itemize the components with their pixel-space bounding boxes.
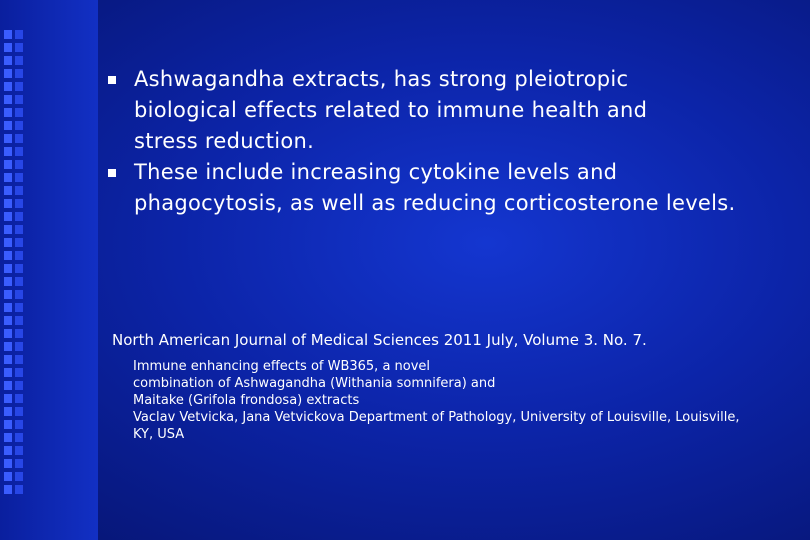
decorative-square: [4, 316, 12, 325]
decorative-square: [4, 121, 12, 130]
reference-line: combination of Ashwagandha (Withania somnifera) and: [133, 376, 496, 391]
decorative-square: [4, 420, 12, 429]
square-row: [4, 69, 24, 78]
square-row: [4, 472, 24, 481]
bullet-square-icon: [108, 76, 116, 84]
decorative-square: [4, 212, 12, 221]
bullet-list: [108, 64, 808, 219]
decorative-square: [4, 199, 12, 208]
reference-line: KY, USA: [133, 427, 185, 442]
square-row: [4, 459, 24, 468]
bullet-line: Ashwagandha extracts, has strong pleiotropic: [134, 67, 629, 91]
bullet-square-icon: [108, 169, 116, 177]
decorative-square: [15, 459, 23, 468]
bullet-item: [108, 157, 808, 219]
decorative-square: [15, 446, 23, 455]
reference-line: Vaclav Vetvicka, Jana Vetvickova Department of Pathology, University of Louisville, Louisville,: [133, 410, 740, 425]
decorative-square: [4, 238, 12, 247]
decorative-square: [15, 264, 23, 273]
decorative-square: [4, 69, 12, 78]
decorative-square: [4, 459, 12, 468]
decorative-square: [15, 303, 23, 312]
decorative-square: [4, 225, 12, 234]
decorative-square: [4, 147, 12, 156]
decorative-square: [4, 394, 12, 403]
decorative-square: [15, 186, 23, 195]
bullet-line: phagocytosis, as well as reducing corticosterone levels.: [134, 191, 736, 215]
decorative-square: [4, 407, 12, 416]
decorative-square: [15, 121, 23, 130]
decorative-square: [15, 95, 23, 104]
square-row: [4, 381, 24, 390]
square-row: [4, 485, 24, 494]
decorative-square: [15, 277, 23, 286]
decorative-square: [4, 186, 12, 195]
square-row: [4, 108, 24, 117]
square-row: [4, 446, 24, 455]
square-row: [4, 303, 24, 312]
decorative-square: [15, 108, 23, 117]
reference-line: Maitake (Grifola frondosa) extracts: [133, 393, 360, 408]
square-row: [4, 316, 24, 325]
decorative-square: [15, 407, 23, 416]
decorative-square: [4, 108, 12, 117]
decorative-square: [15, 30, 23, 39]
square-row: [4, 264, 24, 273]
decorative-square: [4, 264, 12, 273]
square-row: [4, 238, 24, 247]
square-row: [4, 342, 24, 351]
square-row: [4, 82, 24, 91]
bullet-line: stress reduction.: [134, 129, 315, 153]
decorative-square: [4, 303, 12, 312]
decorative-square: [4, 472, 12, 481]
square-row: [4, 199, 24, 208]
decorative-square: [15, 433, 23, 442]
decorative-square: [4, 251, 12, 260]
decorative-square: [15, 160, 23, 169]
decorative-square: [15, 82, 23, 91]
decorative-square: [15, 43, 23, 52]
decorative-square: [4, 56, 12, 65]
square-row: [4, 186, 24, 195]
square-row: [4, 394, 24, 403]
square-row: [4, 121, 24, 130]
square-row: [4, 95, 24, 104]
decorative-square: [15, 420, 23, 429]
decorative-square: [15, 355, 23, 364]
square-row: [4, 212, 24, 221]
decorative-square: [4, 290, 12, 299]
decorative-square: [4, 82, 12, 91]
square-row: [4, 433, 24, 442]
decorative-square: [15, 199, 23, 208]
decorative-square: [15, 381, 23, 390]
decorative-square: [15, 290, 23, 299]
decorative-square: [4, 43, 12, 52]
decorative-square: [4, 368, 12, 377]
decorative-square: [15, 472, 23, 481]
decorative-square: [4, 446, 12, 455]
bullet-line: These include increasing cytokine levels and: [134, 160, 618, 184]
decorative-square: [15, 212, 23, 221]
decorative-square: [4, 329, 12, 338]
decorative-square: [4, 355, 12, 364]
decorative-square: [15, 342, 23, 351]
decorative-square: [15, 238, 23, 247]
decorative-square-grid: [4, 30, 24, 498]
decorative-square: [15, 329, 23, 338]
square-row: [4, 173, 24, 182]
decorative-square: [15, 251, 23, 260]
square-row: [4, 277, 24, 286]
square-row: [4, 30, 24, 39]
decorative-square: [4, 30, 12, 39]
decorative-square: [15, 69, 23, 78]
square-row: [4, 355, 24, 364]
decorative-square: [4, 95, 12, 104]
decorative-square: [15, 485, 23, 494]
journal-citation: North American Journal of Medical Sciences 2011 July, Volume 3. No. 7.: [112, 331, 647, 349]
decorative-square: [15, 394, 23, 403]
square-row: [4, 225, 24, 234]
square-row: [4, 56, 24, 65]
square-row: [4, 160, 24, 169]
square-row: [4, 134, 24, 143]
square-row: [4, 43, 24, 52]
decorative-square: [4, 173, 12, 182]
decorative-square: [15, 173, 23, 182]
reference-line: Immune enhancing effects of WB365, a novel: [133, 359, 431, 374]
decorative-square: [15, 316, 23, 325]
decorative-square: [15, 368, 23, 377]
decorative-square: [15, 56, 23, 65]
bullet-item: [108, 64, 808, 157]
decorative-square: [15, 225, 23, 234]
square-row: [4, 420, 24, 429]
decorative-square: [4, 134, 12, 143]
bullet-line: biological effects related to immune health and: [134, 98, 648, 122]
square-row: [4, 147, 24, 156]
decorative-square: [4, 381, 12, 390]
decorative-square: [15, 147, 23, 156]
decorative-square: [4, 342, 12, 351]
square-row: [4, 407, 24, 416]
square-row: [4, 329, 24, 338]
decorative-square: [4, 160, 12, 169]
decorative-square: [15, 134, 23, 143]
decorative-square: [4, 433, 12, 442]
square-row: [4, 290, 24, 299]
article-reference: [133, 358, 803, 443]
square-row: [4, 368, 24, 377]
decorative-square: [4, 277, 12, 286]
decorative-square: [4, 485, 12, 494]
square-row: [4, 251, 24, 260]
